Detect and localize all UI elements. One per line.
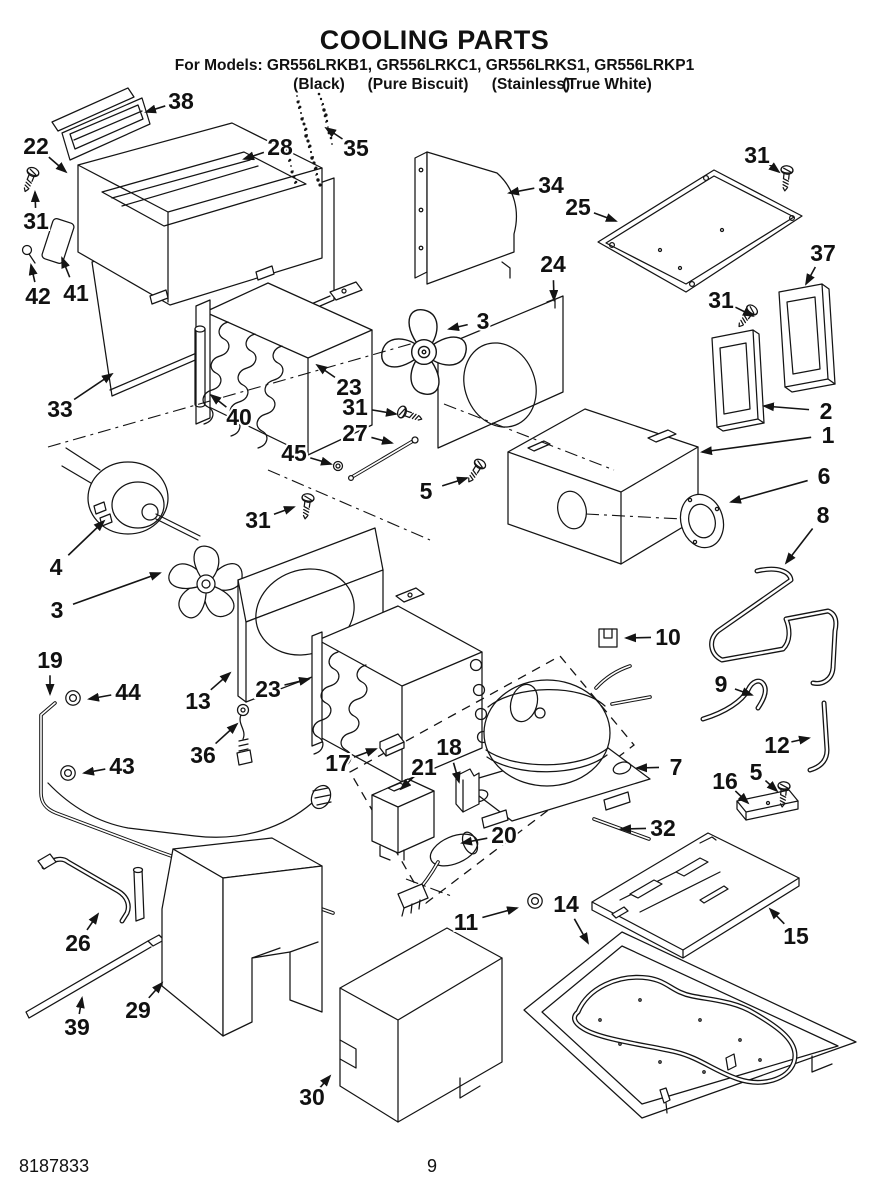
callout-22	[23, 133, 66, 172]
callout-number: 23	[255, 676, 281, 702]
document-number: 8187833	[19, 1156, 90, 1176]
callout-number: 33	[47, 396, 73, 422]
callout-number: 16	[712, 768, 738, 794]
callout-number: 43	[109, 753, 135, 779]
callout-number: 25	[565, 194, 591, 220]
color-label-white: (True White)	[562, 76, 652, 93]
callout-number: 45	[281, 440, 307, 466]
part-housing-1	[508, 409, 698, 564]
part-tube-8	[712, 569, 836, 683]
part-relay-21	[372, 779, 434, 860]
part-water-pipe-26	[38, 854, 144, 921]
part-block-16	[737, 790, 798, 820]
part-clip-10	[599, 629, 617, 647]
callout-number: 12	[764, 732, 790, 758]
callout-3	[51, 573, 160, 623]
callout-5	[750, 759, 777, 791]
screw-5-center	[464, 457, 488, 485]
callout-8	[786, 502, 830, 563]
callout-number: 17	[325, 750, 351, 776]
part-nut-45	[334, 462, 343, 471]
callout-11	[454, 908, 517, 935]
callout-31	[744, 142, 779, 172]
callout-number: 31	[23, 208, 49, 234]
callout-3	[449, 308, 489, 334]
callout-number: 4	[49, 554, 63, 580]
callout-number: 9	[714, 671, 728, 697]
callout-10	[626, 624, 681, 650]
callout-38	[146, 88, 194, 114]
callout-6	[731, 463, 830, 502]
callout-number: 41	[63, 280, 89, 306]
callout-number: 21	[411, 754, 437, 780]
part-thermostat-36	[237, 705, 252, 766]
part-frame-37	[779, 284, 835, 392]
color-label-black: (Black)	[293, 76, 345, 93]
callout-19	[37, 647, 63, 694]
callout-number: 10	[655, 624, 681, 650]
callout-4	[50, 521, 104, 580]
callout-34	[509, 172, 564, 198]
callout-39	[64, 998, 90, 1040]
callout-44	[89, 679, 141, 705]
callout-number: 31	[245, 507, 271, 533]
callout-13	[185, 673, 230, 714]
callout-2	[764, 398, 832, 424]
callout-number: 23	[336, 374, 362, 400]
callout-number: 22	[23, 133, 49, 159]
callout-31	[708, 287, 753, 316]
callout-number: 18	[436, 734, 462, 760]
callout-number: 31	[708, 287, 734, 313]
callout-number: 1	[821, 422, 835, 448]
callout-31	[23, 192, 49, 234]
callout-number: 28	[267, 134, 293, 160]
callout-29	[125, 983, 162, 1023]
callout-number: 8	[816, 502, 830, 528]
part-tube-12	[810, 703, 827, 770]
callout-number: 15	[783, 923, 809, 949]
part-frame-2	[712, 330, 764, 431]
callout-number: 5	[749, 759, 763, 785]
part-grommet-11	[528, 894, 542, 908]
callout-number: 34	[538, 172, 564, 198]
callout-number: 42	[25, 283, 51, 309]
callout-16	[712, 768, 748, 803]
screw-31-center	[396, 405, 424, 425]
callout-number: 20	[491, 822, 517, 848]
callout-15	[770, 909, 809, 949]
callout-9	[715, 671, 752, 697]
callout-25	[565, 194, 616, 221]
callout-number: 39	[64, 1014, 90, 1040]
callout-31	[245, 507, 294, 533]
callout-26	[65, 914, 98, 956]
part-fan-blade-3-lower	[165, 543, 242, 621]
part-foam-block-29	[162, 838, 322, 1036]
callout-number: 31	[744, 142, 770, 168]
callout-number: 5	[419, 478, 433, 504]
callout-number: 37	[810, 240, 836, 266]
part-top-panel-25	[598, 170, 802, 292]
callout-37	[806, 240, 836, 284]
part-bracket-18	[456, 769, 479, 812]
callout-27	[342, 420, 392, 446]
part-fan-shroud-24	[438, 296, 563, 448]
callout-number: 7	[669, 754, 683, 780]
callout-number: 36	[190, 742, 216, 768]
callout-number: 13	[185, 688, 211, 714]
color-label-biscuit: (Pure Biscuit)	[367, 76, 469, 93]
part-side-panel-34	[415, 152, 516, 284]
part-evap-cover-30	[340, 928, 502, 1122]
callout-number: 30	[299, 1084, 325, 1110]
callout-30	[299, 1076, 330, 1110]
callout-number: 31	[342, 394, 368, 420]
callout-number: 3	[476, 308, 490, 334]
page-title: COOLING PARTS	[319, 25, 550, 55]
screw-31-shroud	[299, 493, 314, 520]
callout-number: 24	[540, 251, 566, 277]
screw-31-frames	[734, 303, 759, 330]
callout-41	[62, 258, 89, 306]
callout-number: 40	[226, 404, 252, 430]
screw-31-topright	[779, 165, 794, 191]
callout-33	[47, 374, 112, 422]
callout-number: 19	[37, 647, 63, 673]
callout-42	[25, 265, 51, 309]
page-number: 9	[426, 1156, 438, 1176]
color-label-stainless: (Stainless)	[491, 76, 571, 93]
part-grommet-44	[66, 691, 80, 705]
part-tube-9	[703, 681, 765, 719]
callout-number: 27	[342, 420, 368, 446]
callout-number: 38	[168, 88, 194, 114]
screw-31-topleft	[20, 166, 41, 194]
part-base-pan-14	[524, 932, 856, 1118]
callout-12	[764, 732, 809, 758]
callout-number: 2	[819, 398, 833, 424]
callout-5	[420, 478, 467, 504]
models-line: For Models: GR556LRKB1, GR556LRKC1, GR556LRKS1, GR556LRKP1	[174, 57, 695, 74]
callout-number: 26	[65, 930, 91, 956]
callout-number: 14	[553, 891, 579, 917]
callout-number: 11	[453, 909, 479, 935]
part-fan-motor-4	[62, 448, 200, 540]
callout-36	[190, 724, 237, 768]
callout-43	[84, 753, 135, 779]
callout-24	[540, 251, 566, 300]
part-pushpin-42	[23, 246, 36, 264]
callout-number: 3	[50, 597, 64, 623]
part-compressor-7	[462, 666, 650, 828]
callout-14	[553, 891, 588, 943]
callout-number: 6	[817, 463, 831, 489]
callout-number: 35	[343, 135, 369, 161]
callout-number: 32	[650, 815, 676, 841]
callout-number: 29	[125, 997, 151, 1023]
part-grommet-43	[61, 766, 75, 780]
callout-number: 44	[115, 679, 141, 705]
